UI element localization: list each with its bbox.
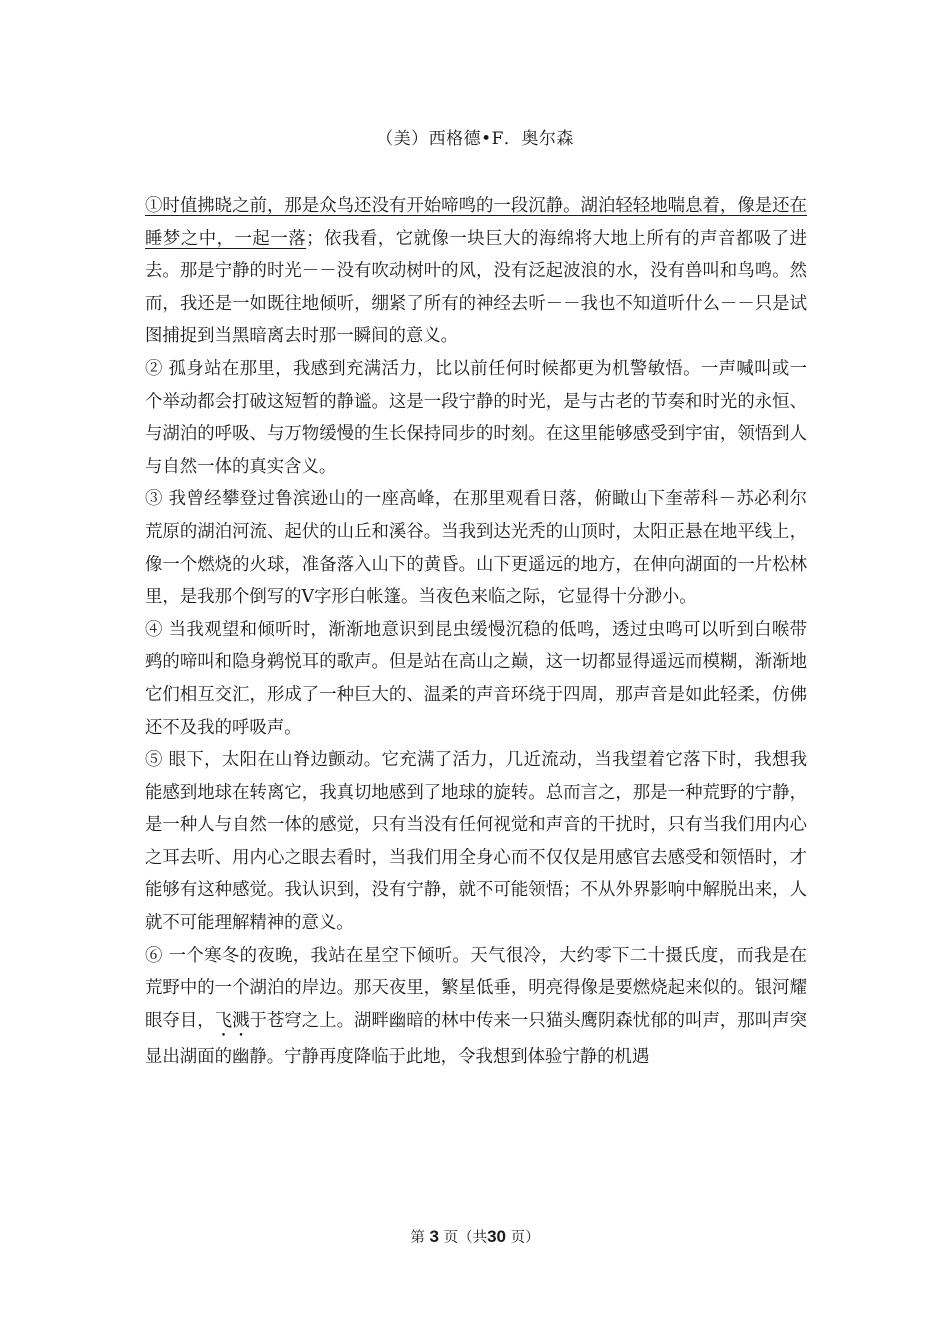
underlined-sentence: ①时值拂晓之前，那是众鸟还没有开始啼鸣的一段沉静。湖泊轻轻地喘息着，像是还在睡梦之中，一起一落 xyxy=(145,196,807,249)
footer-middle: 页（共 xyxy=(443,1230,488,1246)
paragraph-1 xyxy=(145,190,807,353)
footer-suffix: 页） xyxy=(510,1230,540,1246)
total-page-number: 30 xyxy=(487,1227,506,1246)
page-footer xyxy=(0,1226,950,1247)
paragraph-1-text: ；依我看，它就像一块巨大的海绵将大地上所有的声音都吸了进去。那是宁静的时光－－没有吹动树叶的风，没有泛起波浪的水，没有兽叫和鸟鸣。然而，我还是一如既往地倾听，绷紧了所有的神经去听－－我也不知道听什么－－只是试图捕捉到当黑暗离去时那一瞬间的意义。 xyxy=(145,228,807,347)
current-page-number: 3 xyxy=(429,1227,439,1246)
paragraph-4: ④ 当我观望和倾听时，渐渐地意识到昆虫缓慢沉稳的低鸣，透过虫鸣可以听到白喉带鹀的啼叫和隐身鹈悦耳的歌声。但是站在高山之巅，这一切都显得遥远而模糊，渐渐地它们相互交汇，形成了一种巨大的、温柔的声音环绕于四周，那声音是如此轻柔，仿佛还不及我的呼吸声。 xyxy=(145,619,807,738)
author-line: （美）西格德•F．奥尔森 xyxy=(376,129,574,149)
article-body xyxy=(145,190,807,1073)
paragraph-6 xyxy=(145,940,807,1074)
paragraph-2: ② 孤身站在那里，我感到充满活力，比以前任何时候都更为机警敏悟。一声喊叫或一个举动都会打破这短暂的静谧。这是一段宁静的时光，是与古老的节奏和时光的永恒、与湖泊的呼吸、与万物缓慢的生长保持同步的时刻。在这里能够感受到宇宙，领悟到人与自然一体的真实含义。 xyxy=(145,358,807,477)
paragraph-3: ③ 我曾经攀登过鲁滨逊山的一座高峰，在那里观看日落，俯瞰山下奎蒂科－苏必利尔荒原的湖泊河流、起伏的山丘和溪谷。当我到达光秃的山顶时，太阳正悬在地平线上，像一个燃烧的火球，准备落入山下的黄昏。山下更遥远的地方，在伸向湖面的一片松林里，是我那个倒写的Ⅴ字形白帐篷。当夜色来临之际，它显得十分渺小。 xyxy=(145,489,807,608)
paragraph-5: ⑤ 眼下，太阳在山脊边颤动。它充满了活力，几近流动，当我望着它落下时，我想我能感到地球在转离它，我真切地感到了地球的旋转。总而言之，那是一种荒野的宁静，是一种人与自然一体的感觉，只有当没有任何视觉和声音的干扰时，只有当我们用内心之耳去听、用内心之眼去看时，当我们用全身心而不仅仅是用感官去感受和领悟时，才能够有这种感觉。我认识到，没有宁静，就不可能领悟；不从外界影响中解脱出来，人就不可能理解精神的意义。 xyxy=(145,750,807,934)
paragraph-6-before: ⑥ 一个寒冬的夜晚，我站在星空下倾听。天气很冷，大约零下二十摄氏度，而我是在荒野中的一个湖泊的岸边。那天夜里，繁星低垂，明亮得像是要燃烧起来似的。银河耀眼夺目， xyxy=(145,945,807,1031)
emphasized-word: 飞溅 xyxy=(214,1010,250,1031)
paragraph-6-after: 于苍穹之上。湖畔幽暗的林中传来一只猫头鹰阴森忧郁的叫声，那叫声突显出湖面的幽静。宁静再度降临于此地，令我想到体验宁静的机遇 xyxy=(145,1010,807,1067)
footer-prefix: 第 xyxy=(410,1230,425,1246)
